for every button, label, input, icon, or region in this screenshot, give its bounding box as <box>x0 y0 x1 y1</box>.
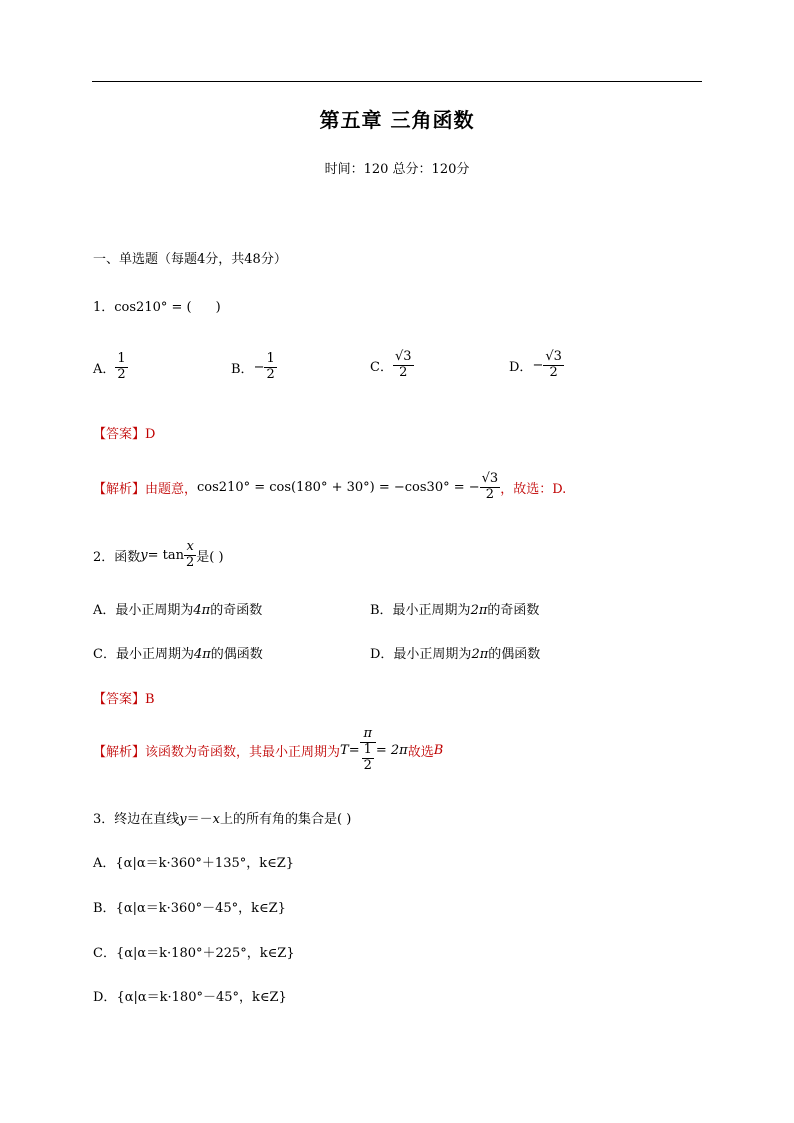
q2-answer <box>93 688 155 707</box>
option-fraction <box>115 352 127 383</box>
answer-value: D <box>145 427 156 442</box>
q2-analysis <box>93 727 443 774</box>
option-label: C． <box>370 359 393 375</box>
option-label: C．最小正周期为 <box>93 647 194 662</box>
q3-option-b <box>93 897 286 916</box>
numerator: √3 <box>545 349 562 364</box>
q1-analysis <box>93 472 566 503</box>
q1-answer <box>93 423 155 442</box>
option-sign: − <box>253 359 265 375</box>
option-label: C． <box>93 946 116 961</box>
analysis-fraction <box>360 727 376 774</box>
q1-option-d <box>509 350 564 381</box>
option-rest: 的奇函数 <box>487 603 540 618</box>
q3-option-c <box>93 942 295 961</box>
q1-option-b <box>231 352 277 383</box>
denominator-fraction <box>360 743 376 774</box>
option-rest: 的偶函数 <box>210 647 263 662</box>
option-label: B． <box>231 361 254 377</box>
q2-y: y <box>140 547 148 563</box>
q3-y: y <box>179 812 187 827</box>
option-label: D． <box>509 359 533 375</box>
q2-option-d <box>370 643 540 662</box>
denominator: 2 <box>549 364 558 380</box>
analysis-lead: 该函数为奇函数，其最小正周期为 <box>145 744 341 760</box>
q2-stem <box>93 540 224 571</box>
option-value: 4π <box>193 647 211 662</box>
analysis-eq: = <box>348 742 360 758</box>
analysis-tag: 【解析】 <box>93 744 146 760</box>
q1-option-a <box>93 352 128 383</box>
option-fraction <box>543 350 564 381</box>
q2-tail: 是( ) <box>196 549 224 565</box>
analysis-fraction <box>480 472 501 503</box>
q3-option-a <box>93 852 294 871</box>
inner-fraction <box>362 743 374 774</box>
q2-fraction <box>184 540 196 571</box>
option-sign: − <box>532 357 544 373</box>
q3-tail: 上的所有角的集合是( ) <box>220 812 352 827</box>
option-label: A． <box>93 361 116 377</box>
option-label: B．最小正周期为 <box>370 603 471 618</box>
q1-expression: cos210° = ( <box>114 300 192 315</box>
denominator: 2 <box>266 366 275 382</box>
option-text: {α|α＝k·180°－45°，k∈Z} <box>116 990 287 1005</box>
numerator: π <box>360 727 376 743</box>
numerator: √3 <box>394 349 412 364</box>
denominator: 2 <box>186 554 195 570</box>
denominator: 2 <box>399 364 408 380</box>
q2-option-c <box>93 643 263 662</box>
answer-tag: 【答案】 <box>93 427 146 442</box>
option-label: A． <box>93 856 116 871</box>
option-fraction <box>393 350 414 381</box>
option-label: D． <box>93 990 117 1005</box>
q3-mid: ＝－ <box>186 812 213 827</box>
option-rest: 的奇函数 <box>210 603 263 618</box>
q3-option-d <box>93 986 287 1005</box>
answer-value: B <box>145 692 155 707</box>
numerator: x <box>184 540 196 556</box>
analysis-expression: cos210° = cos(180° + 30°) = −cos30° = − <box>197 479 480 495</box>
option-value: 4π <box>193 603 211 618</box>
option-label: A．最小正周期为 <box>93 603 194 618</box>
option-value: 2π <box>470 603 488 618</box>
option-fraction <box>264 352 276 383</box>
analysis-tag: 【解析】 <box>93 481 146 497</box>
option-value: 2π <box>471 647 489 662</box>
q1-close-paren: ) <box>215 300 221 315</box>
q3-stem <box>93 808 351 827</box>
analysis-T: T <box>340 742 349 758</box>
q3-lead: 3．终边在直线 <box>93 812 180 827</box>
option-label: B． <box>93 901 116 916</box>
analysis-result: = 2π <box>375 742 408 758</box>
page-title: 第五章 三角函数 <box>319 108 475 132</box>
analysis-lead: 由题意， <box>145 481 198 497</box>
q1-number: 1． <box>93 300 115 315</box>
analysis-tail: 故选 <box>407 744 434 760</box>
q1-option-c <box>370 350 414 381</box>
numerator: √3 <box>481 471 499 486</box>
analysis-tail: ，故选：D. <box>500 481 567 497</box>
option-rest: 的偶函数 <box>488 647 541 662</box>
header-rule <box>92 81 702 82</box>
numerator: 1 <box>266 351 275 366</box>
denominator: 2 <box>117 366 126 382</box>
analysis-choice: B <box>433 742 444 758</box>
q2-eq: = tan <box>147 547 185 563</box>
inner-numerator: 1 <box>363 741 372 757</box>
option-text: {α|α＝k·360°－45°，k∈Z} <box>115 901 286 916</box>
q2-option-a <box>93 599 262 618</box>
option-text: {α|α＝k·180°＋225°，k∈Z} <box>115 946 295 961</box>
option-text: {α|α＝k·360°＋135°，k∈Z} <box>115 856 295 871</box>
answer-tag: 【答案】 <box>93 692 146 707</box>
q3-x: x <box>212 812 220 827</box>
option-label: D．最小正周期为 <box>370 647 472 662</box>
q1-stem <box>93 296 221 315</box>
section-heading: 一、单选题（每题4分，共48分） <box>93 252 287 267</box>
inner-denominator: 2 <box>363 757 372 773</box>
q2-number: 2．函数 <box>93 549 141 565</box>
q2-option-b <box>370 599 539 618</box>
numerator: 1 <box>117 351 126 366</box>
denominator: 2 <box>485 486 495 502</box>
page-subtitle: 时间：120 总分：120分 <box>324 162 470 177</box>
